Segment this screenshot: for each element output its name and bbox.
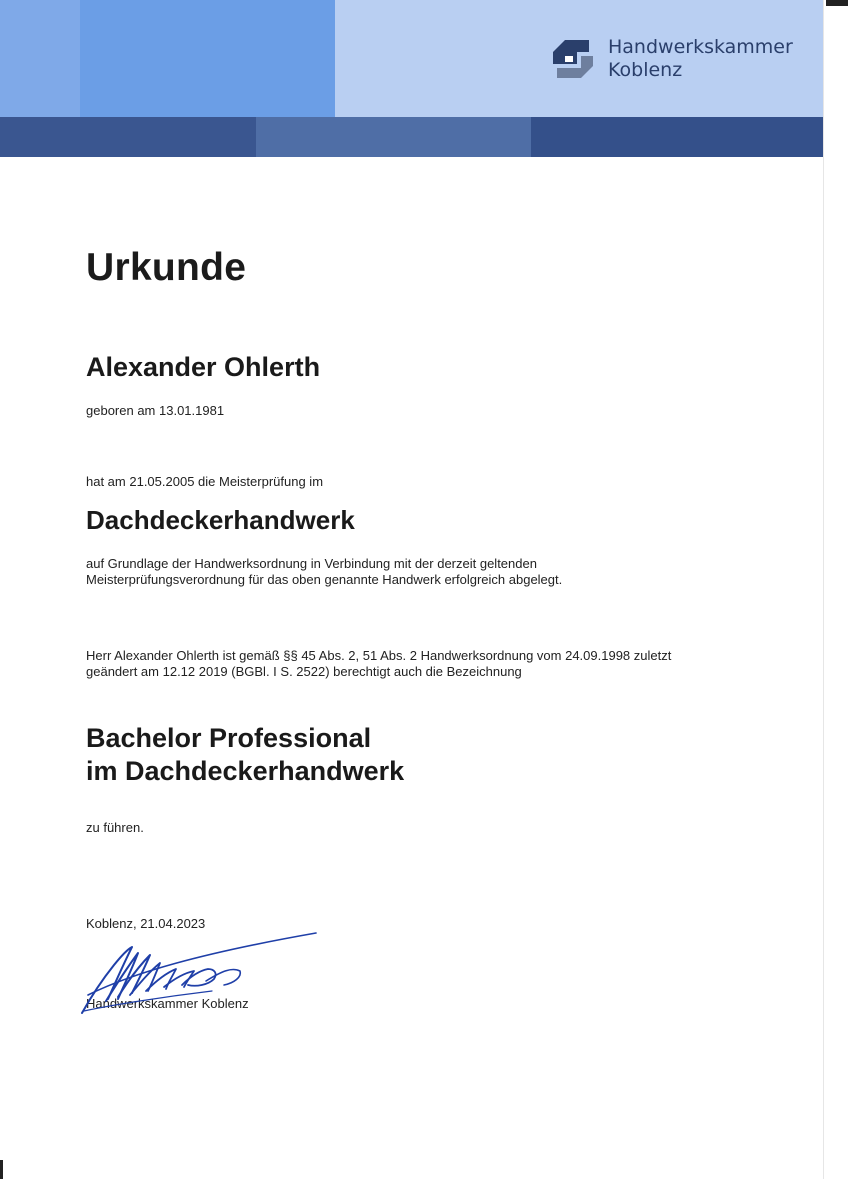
organization-name-line2: Koblenz [608,59,683,81]
scan-edge-mark [0,1160,3,1179]
organization-name [608,36,793,82]
page-edge [823,0,848,1179]
legal-basis-line1: auf Grundlage der Handwerksordnung in Verbindung mit der derzeit geltenden [86,556,537,571]
recipient-name: Alexander Ohlerth [86,352,321,382]
header-stripe-b [256,117,531,157]
header-block-light [0,0,80,117]
entitlement-line2: geändert am 12.12 2019 (BGBl. I S. 2522) berechtigt auch die Bezeichnung [86,664,522,679]
header-stripe-a [0,117,256,157]
document-title: Urkunde [86,246,247,289]
closing-line: zu führen. [86,820,144,835]
legal-basis-text [86,556,562,588]
entitlement-text [86,648,671,680]
organization-name-line1: Handwerkskammer [608,36,793,58]
craft-name: Dachdeckerhandwerk [86,505,355,535]
degree-title-line1: Bachelor Professional [86,723,372,753]
chamber-logo-icon [549,38,595,80]
header-band [0,0,823,157]
exam-date-line: hat am 21.05.2005 die Meisterprüfung im [86,474,324,489]
handwritten-signature [72,925,322,1020]
entitlement-line1: Herr Alexander Ohlerth ist gemäß §§ 45 Abs. 2, 51 Abs. 2 Handwerksordnung vom 24.09.1998 zuletzt [86,648,672,663]
scan-corner-mark [826,0,848,6]
header-stripe-c [531,117,823,157]
degree-title-line2: im Dachdeckerhandwerk [86,756,405,786]
place-date-line: Koblenz, 21.04.2023 [86,916,206,931]
issuer-line: Handwerkskammer Koblenz [86,996,249,1011]
birth-date-line: geboren am 13.01.1981 [86,403,225,418]
header-block-mid [80,0,335,117]
degree-title [86,722,404,788]
legal-basis-line2: Meisterprüfungsverordnung für das oben genannte Handwerk erfolgreich abgelegt. [86,572,563,587]
